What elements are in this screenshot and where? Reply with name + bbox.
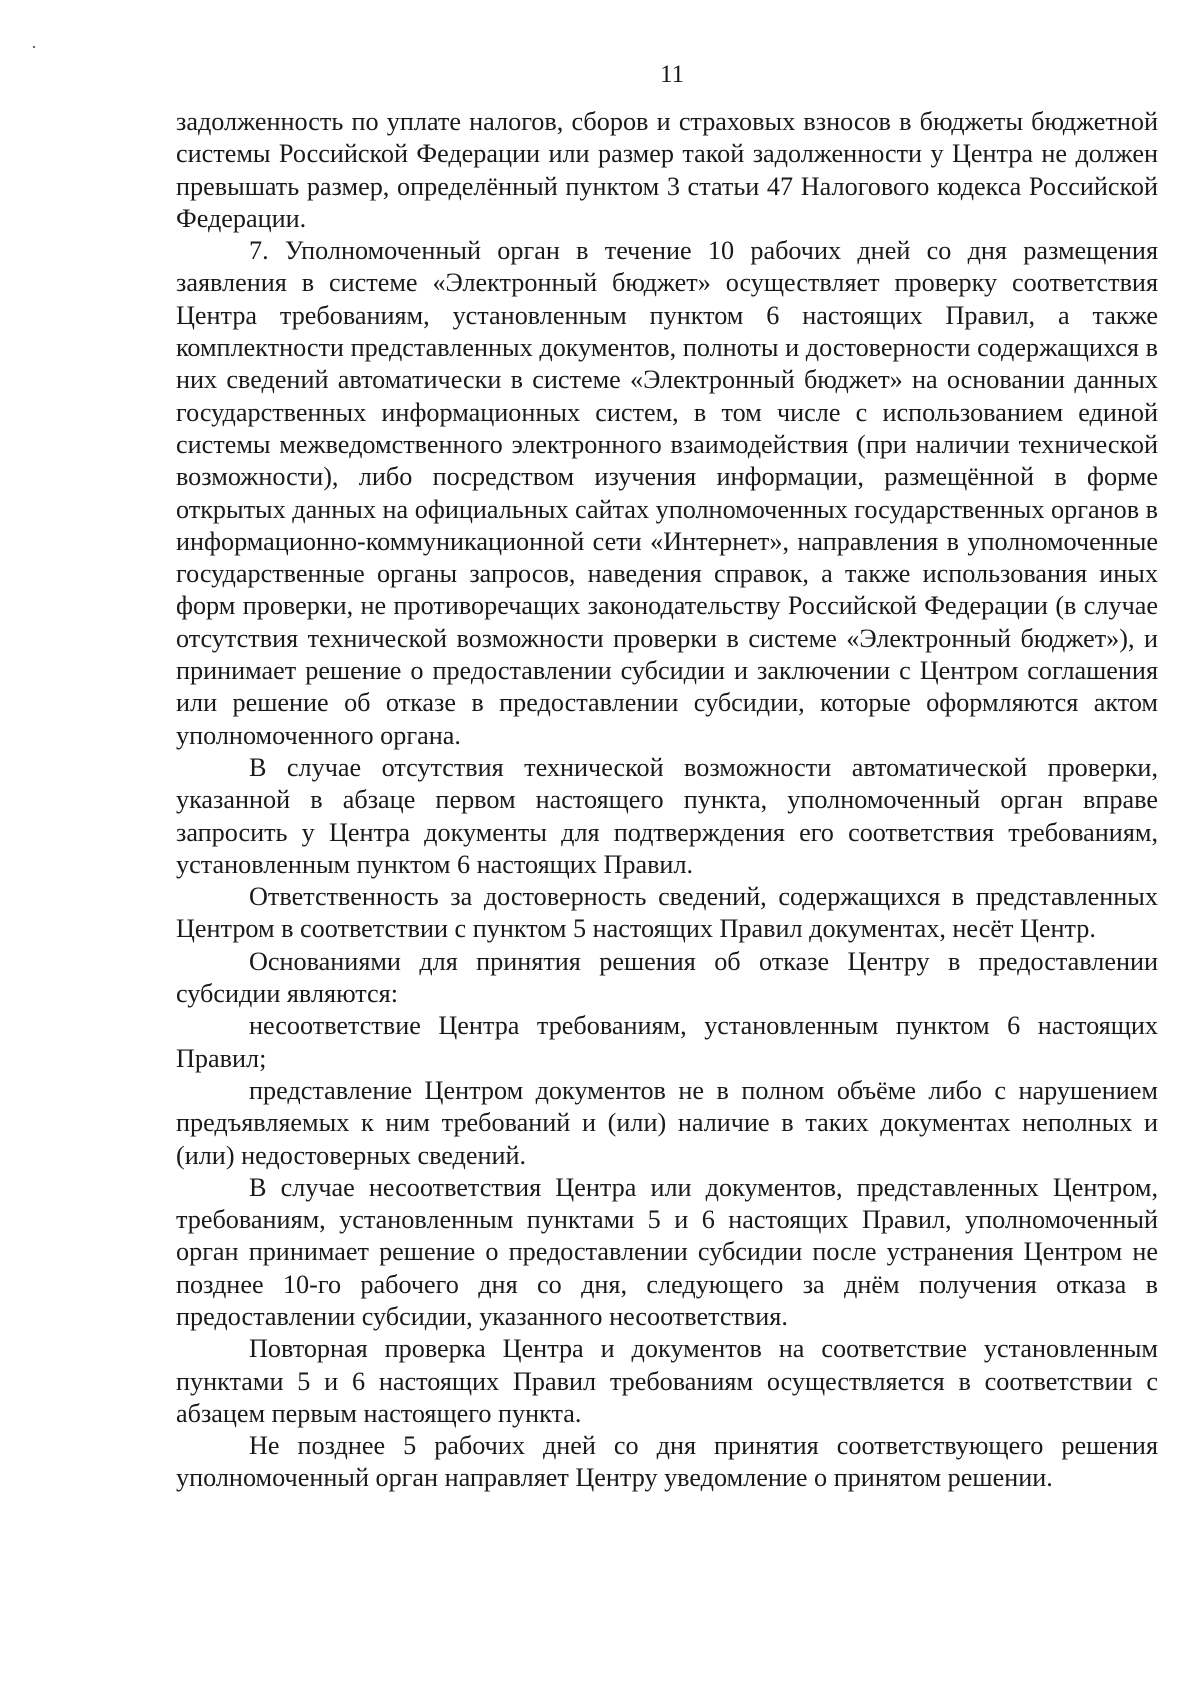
paragraph-2: 7. Уполномоченный орган в течение 10 рабочих дней со дня размещения заявления в системе «Электронный бюджет» осуществляет проверку соответствия Центра требованиям, установленным пунктом 6 настоящих Правил, а также комплектности представленных документов, полноты и достоверности содержащихся в них сведений автоматически в системе «Электронный бюджет» на основании данных государственных информационных систем, в том числе с использованием единой системы межведомственного электронного взаимодействия (при наличии технической возможности), либо посредством изучения информации, размещённой в форме открытых данных на официальных сайтах уполномоченных государственных органов в информационно-коммуникационной сети «Интернет», направления в уполномоченные государственные органы запросов, наведения справок, а также использования иных форм проверки, не противоречащих законодательству Российской Федерации (в случае отсутствия технической возможности проверки в системе «Электронный бюджет»), и принимает решение о предоставлении субсидии и заключении с Центром соглашения или решение об отказе в предоставлении субсидии, которые оформляются актом уполномоченного органа. — [176, 236, 1158, 750]
paragraph-10: Не позднее 5 рабочих дней со дня принятия соответствующего решения уполномоченный орган направляет Центру уведомление о принятом решении. — [176, 1431, 1158, 1493]
scan-speck — [33, 46, 35, 48]
document-body — [176, 106, 1158, 1495]
paragraph-8: В случае несоответствия Центра или документов, представленных Центром, требованиям, установленным пунктами 5 и 6 настоящих Правил, уполномоченный орган принимает решение о предоставлении субсидии после устранения Центром не позднее 10-го рабочего дня со дня, следующего за днём получения отказа в предоставлении субсидии, указанного несоответствия. — [176, 1172, 1158, 1331]
paragraph-3: В случае отсутствия технической возможности автоматической проверки, указанной в абзаце первом настоящего пункта, уполномоченный орган вправе запросить у Центра документы для подтверждения его соответствия требованиям, установленным пунктом 6 настоящих Правил. — [176, 752, 1158, 879]
paragraph-7: представление Центром документов не в полном объёме либо с нарушением предъявляемых к ним требований и (или) наличие в таких документах неполных и (или) недостоверных сведений. — [176, 1075, 1158, 1170]
paragraph-4: Ответственность за достоверность сведений, содержащихся в представленных Центром в соответствии с пунктом 5 настоящих Правил документах, несёт Центр. — [176, 882, 1158, 944]
paragraph-6: несоответствие Центра требованиям, установленным пунктом 6 настоящих Правил; — [176, 1011, 1158, 1073]
page-number: 11 — [660, 61, 685, 88]
paragraph-9: Повторная проверка Центра и документов на соответствие установленным пунктами 5 и 6 настоящих Правил требованиям осуществляется в соответствии с абзацем первым настоящего пункта. — [176, 1334, 1158, 1428]
page-header — [0, 60, 1200, 92]
paragraph-5: Основаниями для принятия решения об отказе Центру в предоставлении субсидии являются: — [176, 946, 1158, 1009]
paragraph-1: задолженность по уплате налогов, сборов и страховых взносов в бюджеты бюджетной системы Российской Федерации или размер такой задолженности у Центра не должен превышать размер, определённый пунктом 3 статьи 47 Налогового кодекса Российской Федерации. — [176, 107, 1158, 233]
